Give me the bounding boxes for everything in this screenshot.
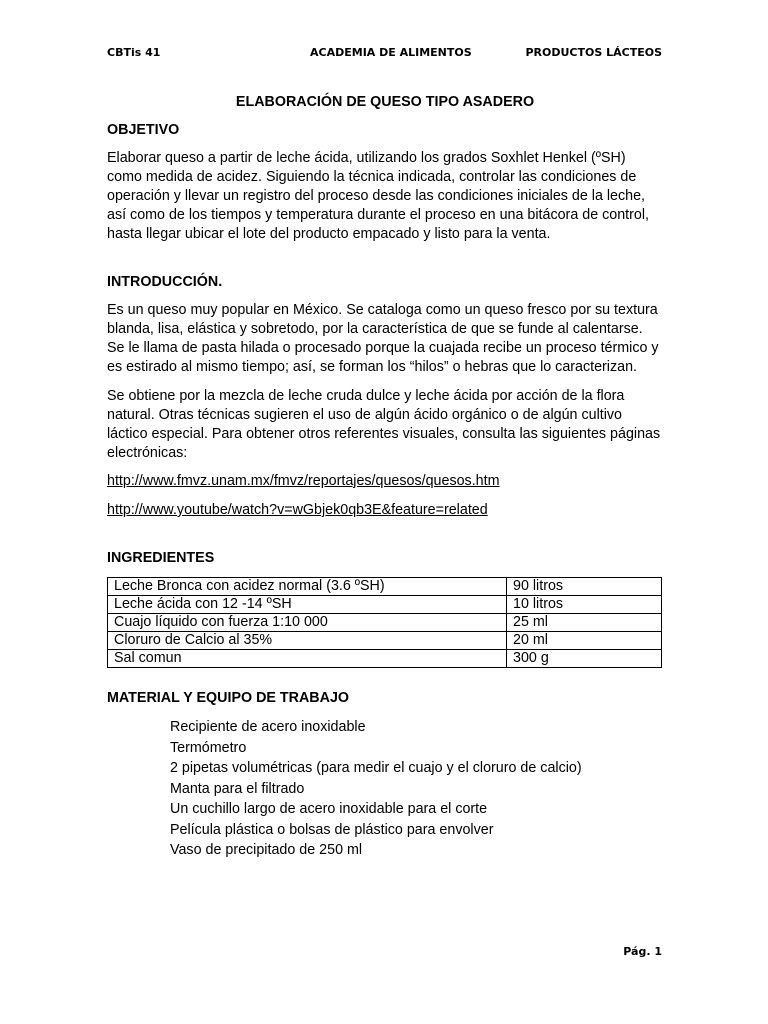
- table-row: [108, 578, 662, 596]
- ingredient-amount: 300 g: [507, 650, 662, 668]
- ingredient-name: Sal comun: [108, 650, 507, 668]
- list-item: Vaso de precipitado de 250 ml: [170, 842, 363, 858]
- objective-text: Elaborar queso a partir de leche ácida, utilizando los grados Soxhlet Henkel (ºSH) como medida de acidez. Siguiendo la técnica indicada, controlar las condiciones de operación y llevar un registro del proceso desde las condiciones iniciales de la leche, así como de los tiempos y temperatura durante el proceso en una bitácora de control, hasta llegar ubicar el lote del producto empacado y listo para la venta.: [107, 150, 649, 242]
- introduction-paragraph-1: Es un queso muy popular en México. Se cataloga como un queso fresco por su textura blanda, lisa, elástica y sobretodo, por la característica de que se funde al calentarse. Se le llama de pasta hilada o procesado porque la cuajada recibe un proceso térmico y es estirado al mismo tiempo; así, se forman los “hilos” o hebras que lo caracterizan.: [107, 302, 659, 375]
- link-youtube-video[interactable]: http://www.youtube/watch?v=wGbjek0qb3E&feature=related: [107, 502, 488, 518]
- header-academy: ACADEMIA DE ALIMENTOS: [310, 46, 472, 59]
- header-school: CBTis 41: [107, 46, 161, 59]
- ingredients-heading: INGREDIENTES: [107, 550, 215, 566]
- header-subject: PRODUCTOS LÁCTEOS: [525, 46, 662, 59]
- objective-heading: OBJETIVO: [107, 122, 180, 138]
- page-header: [107, 46, 662, 64]
- link-unam-quesos[interactable]: http://www.fmvz.unam.mx/fmvz/reportajes/quesos/quesos.htm: [107, 473, 500, 489]
- list-item: Un cuchillo largo de acero inoxidable para el corte: [170, 801, 488, 817]
- ingredient-name: Leche Bronca con acidez normal (3.6 ºSH): [108, 578, 507, 596]
- introduction-paragraph-2: Se obtiene por la mezcla de leche cruda dulce y leche ácida por acción de la flora natural. Otras técnicas sugieren el uso de algún ácido orgánico o de algún cultivo láctico especial. Para obtener otros referentes visuales, consulta las siguientes páginas electrónicas:: [107, 388, 661, 461]
- document-title: ELABORACIÓN DE QUESO TIPO ASADERO: [235, 94, 535, 110]
- introduction-heading: INTRODUCCIÓN.: [107, 274, 223, 290]
- ingredient-amount: 90 litros: [507, 578, 662, 596]
- ingredient-name: Leche ácida con 12 -14 ºSH: [108, 596, 507, 614]
- ingredient-amount: 25 ml: [507, 614, 662, 632]
- material-list: [107, 717, 663, 861]
- ingredient-amount: 20 ml: [507, 632, 662, 650]
- table-row: [108, 614, 662, 632]
- list-item: Recipiente de acero inoxidable: [170, 719, 366, 735]
- page-number: Pág. 1: [623, 945, 662, 958]
- ingredients-table: [107, 577, 662, 668]
- ingredient-name: Cloruro de Calcio al 35%: [108, 632, 507, 650]
- document-body: [107, 93, 663, 861]
- material-heading: MATERIAL Y EQUIPO DE TRABAJO: [107, 690, 350, 706]
- table-row: [108, 632, 662, 650]
- list-item: 2 pipetas volumétricas (para medir el cuajo y el cloruro de calcio): [170, 760, 582, 776]
- list-item: Manta para el filtrado: [170, 780, 305, 797]
- ingredient-name: Cuajo líquido con fuerza 1:10 000: [108, 614, 507, 632]
- table-row: [108, 596, 662, 614]
- list-item: Película plástica o bolsas de plástico para envolver: [170, 821, 494, 838]
- ingredient-amount: 10 litros: [507, 596, 662, 614]
- table-row: [108, 650, 662, 668]
- list-item: Termómetro: [170, 739, 247, 756]
